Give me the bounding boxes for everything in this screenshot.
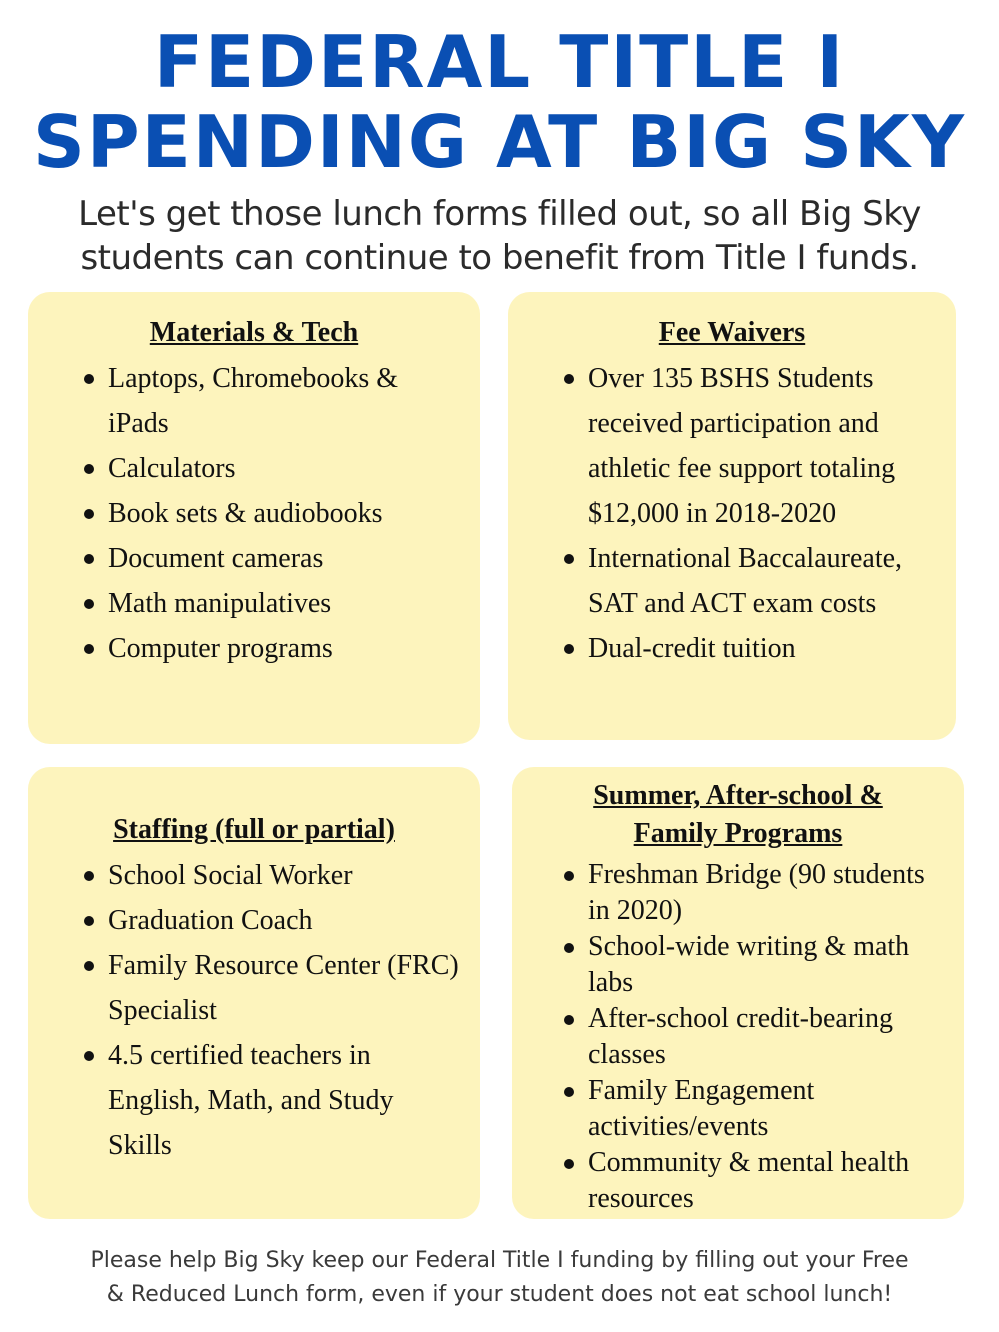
list-item: Dual-credit tuition <box>588 626 936 671</box>
list-item: Over 135 BSHS Students received participation and athletic fee support totaling $12,000 in 2018-2020 <box>588 356 936 536</box>
list-item: Document cameras <box>108 536 460 581</box>
footer-line-1: Please help Big Sky keep our Federal Title I funding by filling out your Free <box>90 1248 909 1273</box>
list-item: International Baccalaureate, SAT and ACT exam costs <box>588 536 936 626</box>
title-line-1: FEDERAL TITLE I <box>153 20 846 104</box>
title-line-2: SPENDING AT BIG SKY <box>33 100 966 184</box>
list-item: Freshman Bridge (90 students in 2020) <box>588 857 944 929</box>
list-item: Community & mental health resources <box>588 1145 944 1217</box>
page-subtitle <box>0 192 999 280</box>
programs-heading <box>532 777 944 853</box>
staffing-card <box>28 767 480 1219</box>
footer-line-2: & Reduced Lunch form, even if your student does not eat school lunch! <box>106 1282 893 1307</box>
list-item: Family Resource Center (FRC) Specialist <box>108 943 460 1033</box>
footer-note <box>0 1244 999 1312</box>
programs-card <box>512 767 964 1219</box>
fee-waivers-list <box>528 356 936 671</box>
list-item: Computer programs <box>108 626 460 671</box>
list-item: Math manipulatives <box>108 581 460 626</box>
list-item: School Social Worker <box>108 853 460 898</box>
list-item: Calculators <box>108 446 460 491</box>
list-item: Graduation Coach <box>108 898 460 943</box>
programs-list <box>532 857 944 1217</box>
fee-waivers-card <box>508 292 956 740</box>
programs-heading-line-1: Summer, After-school & <box>593 780 883 811</box>
materials-tech-card <box>28 292 480 744</box>
programs-heading-line-2: Family Programs <box>633 818 843 849</box>
list-item: School-wide writing & math labs <box>588 929 944 1001</box>
subtitle-line-1: Let's get those lunch forms filled out, so all Big Sky <box>78 194 921 234</box>
staffing-heading: Staffing (full or partial) <box>113 814 395 845</box>
materials-tech-heading: Materials & Tech <box>149 317 359 348</box>
subtitle-line-2: students can continue to benefit from Title I funds. <box>80 238 919 278</box>
list-item: Laptops, Chromebooks & iPads <box>108 356 460 446</box>
list-item: After-school credit-bearing classes <box>588 1001 944 1073</box>
fee-waivers-heading: Fee Waivers <box>658 317 806 348</box>
list-item: 4.5 certified teachers in English, Math, and Study Skills <box>108 1033 460 1168</box>
materials-tech-list <box>48 356 460 671</box>
staffing-list <box>48 853 460 1168</box>
list-item: Family Engagement activities/events <box>588 1073 944 1145</box>
page-title <box>0 22 999 182</box>
list-item: Book sets & audiobooks <box>108 491 460 536</box>
